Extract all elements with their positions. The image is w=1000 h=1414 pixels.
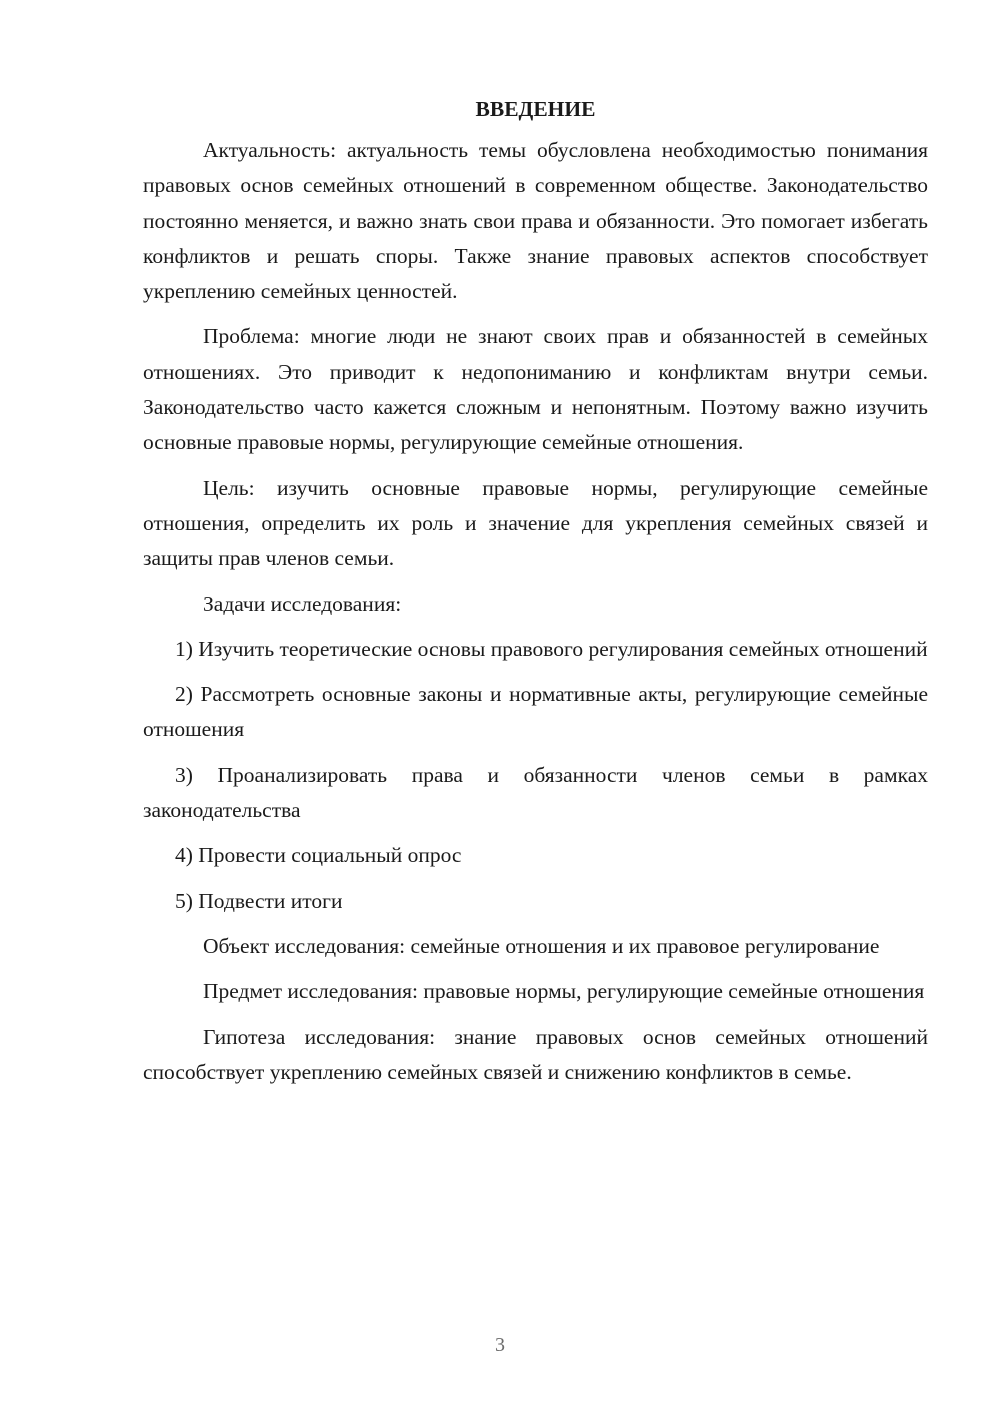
document-page: [143, 92, 928, 1100]
problem-paragraph: Проблема: многие люди не знают своих прав и обязанностей в семейных отношениях. Это приводит к недопониманию и конфликтам внутри семьи. Законодательство часто кажется сложным и непонятным. Поэтому важно изучить основные правовые нормы, регулирующие семейные отношения.: [143, 324, 928, 455]
task-item: 2) Рассмотреть основные законы и нормативные акты, регулирующие семейные отношения: [143, 682, 928, 742]
tasks-title: Задачи исследования:: [203, 591, 402, 616]
hypothesis-paragraph: Гипотеза исследования: знание правовых основ семейных отношений способствует укреплению семейных связей и снижению конфликтов в семье.: [143, 1024, 928, 1084]
task-item: 5) Подвести итоги: [175, 888, 343, 913]
task-item: 3) Проанализировать права и обязанности членов семьи в рамках законодательства: [143, 762, 928, 823]
section-heading: ВВЕДЕНИЕ: [475, 97, 596, 121]
task-item: 4) Провести социальный опрос: [175, 843, 462, 868]
subject-paragraph: Предмет исследования: правовые нормы, регулирующие семейные отношения: [203, 979, 925, 1004]
object-paragraph: Объект исследования: семейные отношения и их правовое регулирование: [203, 933, 880, 958]
task-item: 1) Изучить теоретические основы правового регулирования семейных отношений: [175, 636, 928, 661]
page-number: 3: [495, 1334, 505, 1356]
goal-paragraph: Цель: изучить основные правовые нормы, регулирующие семейные отношения, определить их роль и значение для укрепления семейных связей и защиты прав членов семьи.: [143, 475, 928, 571]
relevance-paragraph: Актуальность: актуальность темы обусловлена необходимостью понимания правовых основ семейных отношений в современном обществе. Законодательство постоянно меняется, и важно знать свои права и обязанности. Это помогает избегать конфликтов и решать споры. Также знание правовых аспектов способствует укреплению семейных ценностей.: [143, 138, 928, 304]
